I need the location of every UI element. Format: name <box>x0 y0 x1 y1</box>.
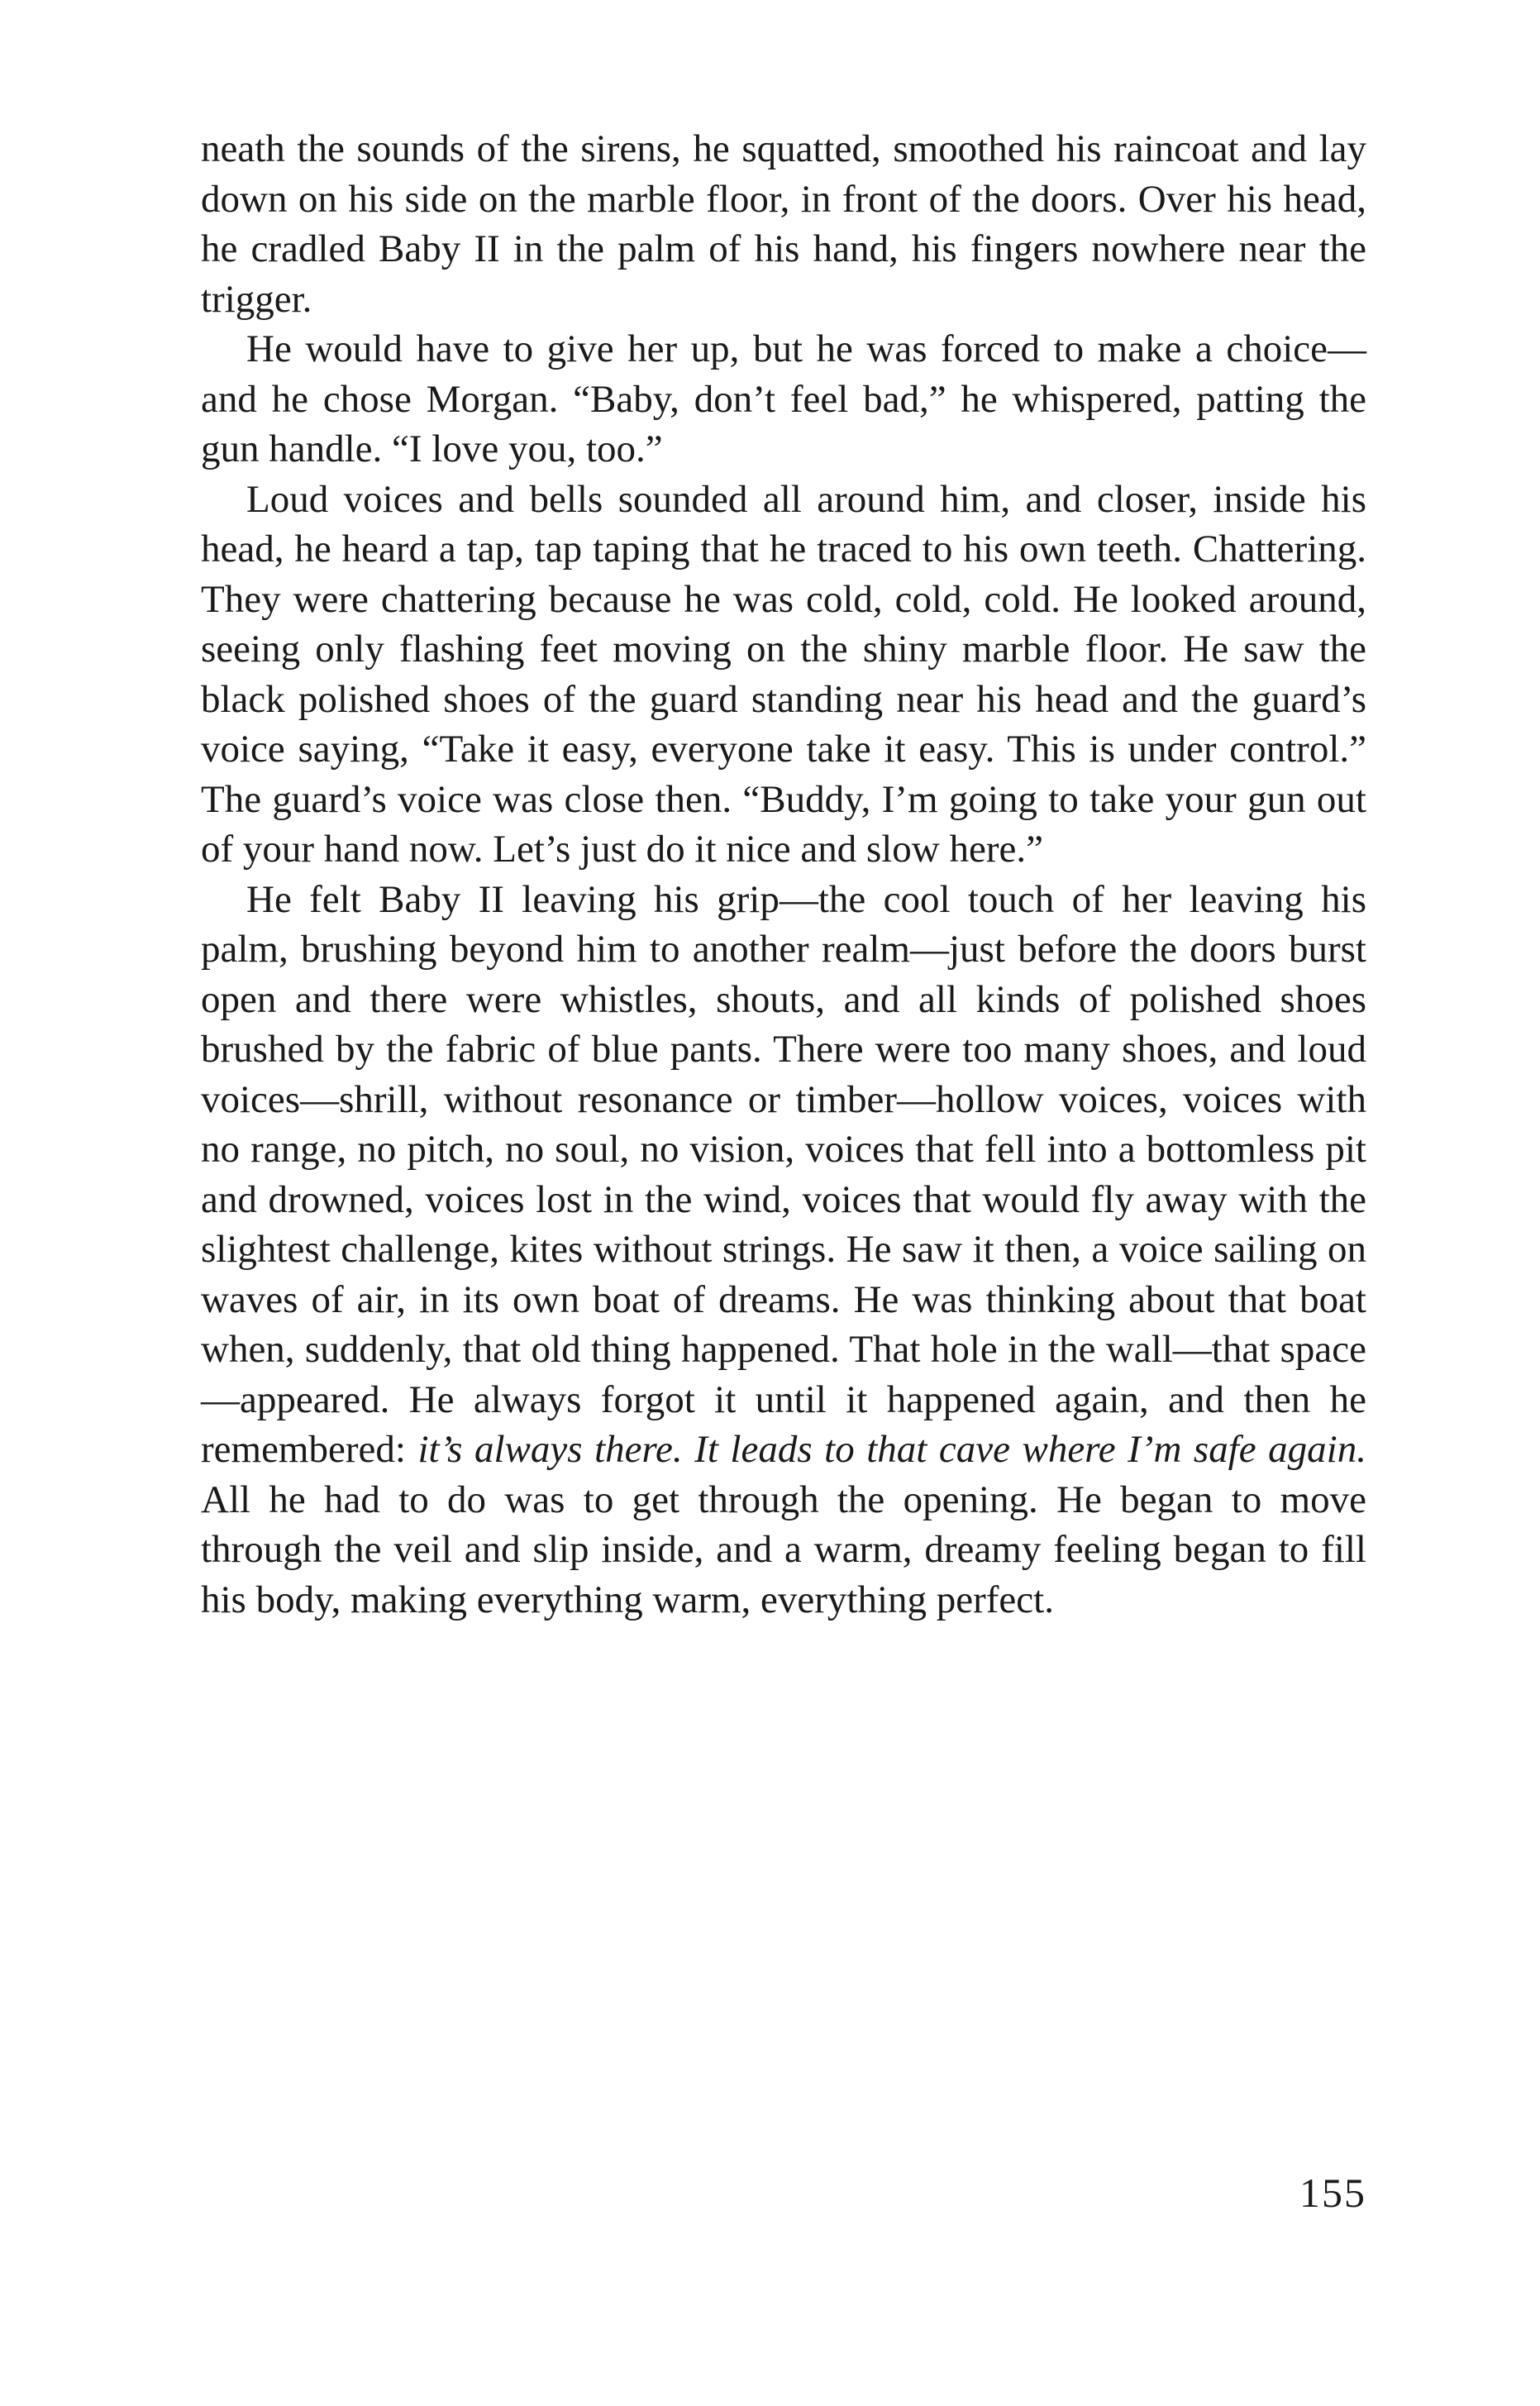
body-text <box>201 124 1366 1625</box>
paragraph-4-text-after: All he had to do was to get through the opening. He began to move through the veil and slip inside, and a warm, dreamy feeling began to fill his body, making everything warm, everything perfect. <box>201 1477 1366 1621</box>
paragraph-4-text-before: He felt Baby II leaving his grip—the cool touch of her leaving his palm, brushing beyond him to another realm—just before the doors burst open and there were whistles, shouts, and all kinds of polished shoes brushed by the fabric of blue pants. There were too many shoes, and loud voices—shrill, without resonance or timber—hollow voices, voices with no range, no pitch, no soul, no vision, voices that fell into a bottomless pit and drowned, voices lost in the wind, voices that would fly away with the slightest challenge, kites without strings. He saw it then, a voice sailing on waves of air, in its own boat of dreams. He was thinking about that boat when, suddenly, that old thing happened. That hole in the wall—that space—appeared. He always forgot it until it happened again, and then he remembered: <box>201 877 1366 1471</box>
paragraph-2: He would have to give her up, but he was forced to make a choice—and he chose Morgan. “Baby, don’t feel bad,” he whispered, patting the gun handle. “I love you, too.” <box>201 327 1366 470</box>
paragraph-4-italic-thought: it’s always there. It leads to that cave where I’m safe again. <box>417 1428 1366 1471</box>
paragraph-1: neath the sounds of the sirens, he squatted, smoothed his raincoat and lay down on his side on the marble floor, in front of the doors. Over his head, he cradled Baby II in the palm of his hand, his fingers nowhere near the trigger. <box>201 127 1366 321</box>
paragraph-4 <box>201 875 1366 1625</box>
page-number: 155 <box>1299 2170 1366 2216</box>
paragraph-3: Loud voices and bells sounded all around him, and closer, inside his head, he heard a tap, tap taping that he traced to his own teeth. Chattering. They were chattering because he was cold, cold, cold. He looked around, seeing only flashing feet moving on the shiny marble floor. He saw the black polished shoes of the guard standing near his head and the guard’s voice saying, “Take it easy, everyone take it easy. This is under control.” The guard’s voice was close then. “Buddy, I’m going to take your gun out of your hand now. Let’s just do it nice and slow here.” <box>201 477 1366 871</box>
